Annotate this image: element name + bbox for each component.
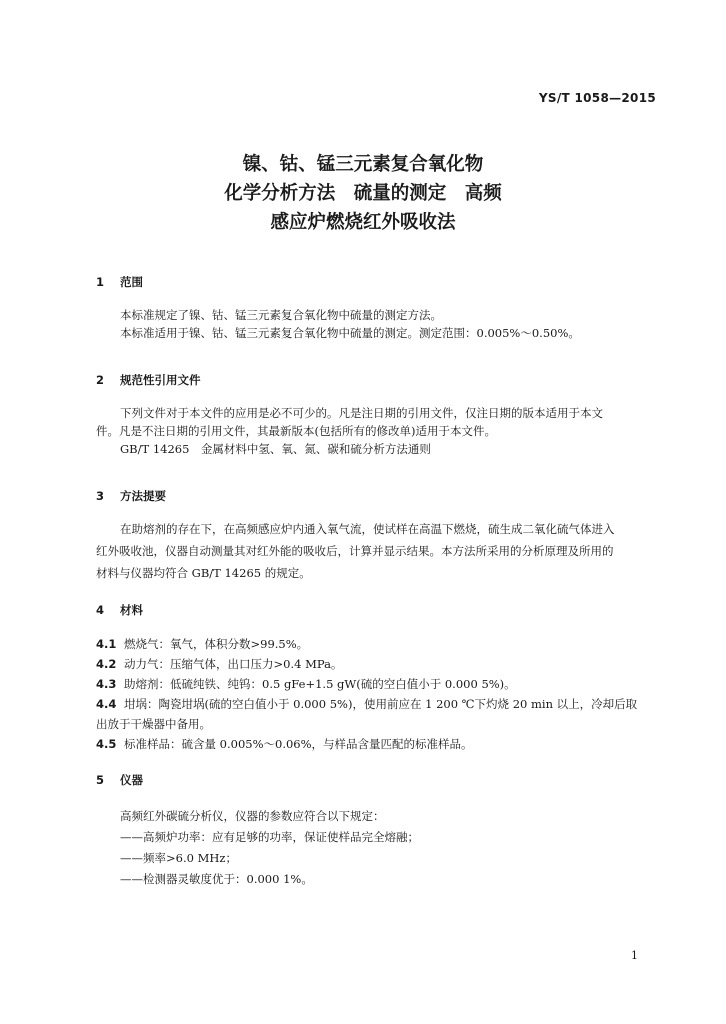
item-number: 4.4	[96, 697, 117, 711]
section-3-title: 方法提要	[120, 489, 166, 503]
item-text: 燃烧气：氧气，体积分数>99.5%。	[124, 637, 309, 651]
section-3-heading	[96, 488, 166, 504]
materials-list	[96, 634, 656, 754]
section-4-title: 材料	[120, 603, 143, 617]
section-3-line-3: 材料与仪器均符合 GB/T 14265 的规定。	[96, 566, 311, 580]
section-1-heading	[96, 274, 143, 290]
section-2-para-line-2: 件。凡是不注日期的引用文件，其最新版本(包括所有的修改单)适用于本文件。	[96, 424, 496, 438]
section-1-para-1: 本标准规定了镍、钴、锰三元素复合氧化物中硫量的测定方法。	[120, 308, 442, 322]
list-item: ——高频炉功率：应有足够的功率，保证使样品完全熔融；	[120, 830, 419, 844]
section-1-body	[120, 306, 680, 342]
list-item	[96, 634, 656, 654]
item-text: 动力气：压缩气体，出口压力>0.4 MPa。	[124, 657, 343, 671]
section-4-heading	[96, 602, 143, 618]
item-number: 4.2	[96, 657, 117, 671]
list-item: ——检测器灵敏度优于：0.000 1%。	[120, 872, 313, 886]
section-1-title: 范围	[120, 275, 143, 289]
instrument-intro: 高频红外碳硫分析仪，仪器的参数应符合以下规定：	[120, 809, 385, 823]
item-number: 4.1	[96, 637, 117, 651]
normative-reference: GB/T 14265 金属材料中氢、氧、氮、碳和硫分析方法通则	[120, 442, 431, 456]
section-3-body	[96, 518, 656, 584]
document-title	[0, 150, 726, 237]
section-2-para-line-1: 下列文件对于本文件的应用是必不可少的。凡是注日期的引用文件，仅注日期的版本适用于本文	[120, 406, 603, 420]
item-number: 4.3	[96, 677, 117, 691]
section-1-number: 1	[96, 275, 105, 289]
title-line-1: 镍、钴、锰三元素复合氧化物	[242, 154, 484, 175]
list-item-continuation: 出放于干燥器中备用。	[96, 717, 211, 731]
title-line-2: 化学分析方法 硫量的测定 高频	[224, 183, 502, 204]
item-text: 坩埚：陶瓷坩埚(硫的空白值小于 0.000 5%)，使用前应在 1 200 ℃下灼烧 20 min 以上，冷却后取	[124, 697, 638, 711]
section-2-title: 规范性引用文件	[120, 373, 201, 387]
list-item	[96, 654, 656, 674]
section-2-body	[96, 404, 656, 458]
section-3-line-2: 红外吸收池，仪器自动测量其对红外能的吸收后，计算并显示结果。本方法所采用的分析原理及所用的	[96, 544, 614, 558]
section-5-body	[96, 806, 656, 890]
section-5-heading	[96, 772, 143, 788]
standard-code: YS/T 1058—2015	[538, 91, 656, 105]
item-number: 4.5	[96, 737, 117, 751]
item-text: 标准样品：硫含量 0.005%～0.06%，与样品含量匹配的标准样品。	[124, 737, 473, 751]
section-5-title: 仪器	[120, 773, 143, 787]
section-5-number: 5	[96, 773, 105, 787]
section-3-line-1: 在助熔剂的存在下，在高频感应炉内通入氧气流，使试样在高温下燃烧，硫生成二氧化硫气体进入	[120, 522, 615, 536]
section-2-heading	[96, 372, 201, 388]
list-item: ——频率>6.0 MHz；	[120, 851, 237, 865]
list-item	[96, 694, 656, 714]
section-1-para-2: 本标准适用于镍、钴、锰三元素复合氧化物中硫量的测定。测定范围：0.005%～0.50%。	[120, 326, 580, 340]
list-item	[96, 674, 656, 694]
title-line-3: 感应炉燃烧红外吸收法	[270, 212, 456, 233]
section-4-number: 4	[96, 603, 105, 617]
section-2-number: 2	[96, 373, 105, 387]
list-item	[96, 734, 656, 754]
section-3-number: 3	[96, 489, 105, 503]
page-number: 1	[631, 949, 638, 962]
item-text: 助熔剂：低硫纯铁、纯钨：0.5 gFe+1.5 gW(硫的空白值小于 0.000 5%)。	[124, 677, 516, 691]
